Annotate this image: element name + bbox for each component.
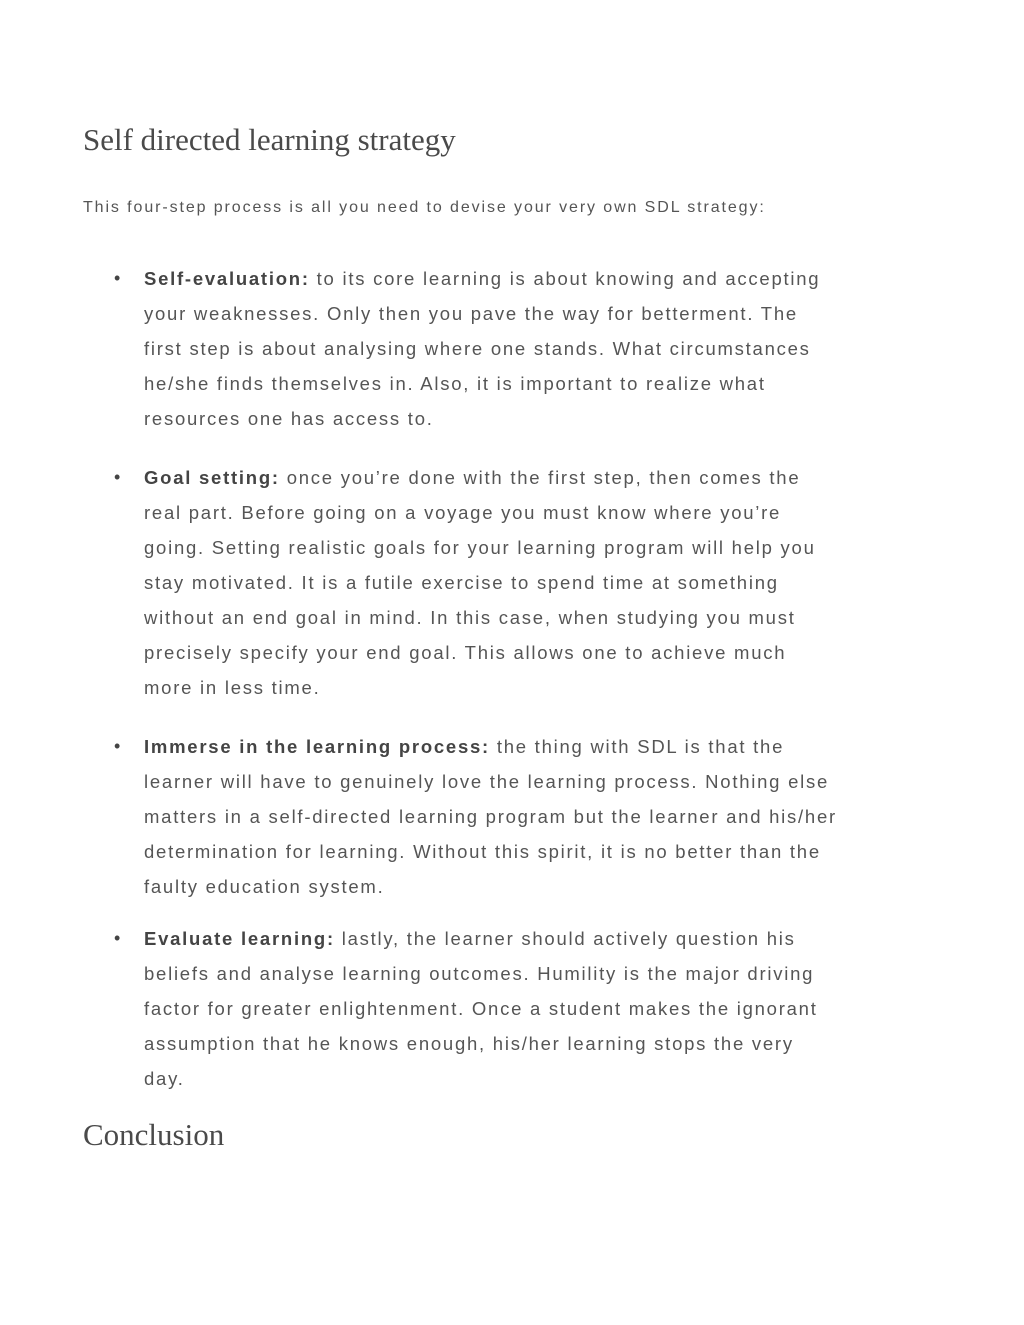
list-item-lead: Immerse in the learning process: [144,736,490,757]
bullet-icon: • [114,928,123,948]
bullet-icon: • [114,268,123,288]
list-item [114,921,914,1096]
list-item-line: faulty education system. [144,876,385,897]
list-item [114,261,914,436]
list-item [114,729,914,904]
list-item-lead: Goal setting: [144,467,280,488]
bullet-icon: • [114,467,123,487]
list-item-line [144,460,914,495]
list-item-line: first step is about analysing where one stands. What circumstances [144,338,811,359]
section-title: Self directed learning strategy [83,122,456,157]
list-item-line: resources one has access to. [144,408,434,429]
bullet-icon: • [114,736,123,756]
list-item-line [144,921,914,956]
list-item-lead: Self-evaluation: [144,268,310,289]
list-item-line: without an end goal in mind. In this case, when studying you must [144,607,796,628]
list-item-line: learner will have to genuinely love the learning process. Nothing else [144,771,830,792]
list-item-line: going. Setting realistic goals for your learning program will help you [144,537,816,558]
list-item-line: factor for greater enlightenment. Once a student makes the ignorant [144,998,818,1019]
list-item-line: your weaknesses. Only then you pave the way for betterment. The [144,303,798,324]
list-item-line: he/she finds themselves in. Also, it is important to realize what [144,373,766,394]
list-item-line: day. [144,1068,185,1089]
list-item-line: precisely specify your end goal. This allows one to achieve much [144,642,787,663]
intro-paragraph: This four-step process is all you need to devise your very own SDL strategy: [83,199,766,216]
list-item-line: beliefs and analyse learning outcomes. Humility is the major driving [144,963,815,984]
list-item-line: real part. Before going on a voyage you must know where you’re [144,502,782,523]
list-item-text: lastly, the learner should actively question his [334,928,796,949]
list-item-text: to its core learning is about knowing and accepting [309,268,821,289]
conclusion-heading: Conclusion [83,1117,225,1152]
list-item-line: determination for learning. Without this spirit, it is no better than the [144,841,821,862]
list-item-text: once you’re done with the first step, then comes the [279,467,801,488]
list-item-line [144,729,914,764]
list-item-line: assumption that he knows enough, his/her learning stops the very [144,1033,794,1054]
list-item-lead: Evaluate learning: [144,928,335,949]
list-item [114,460,914,705]
list-item-line: more in less time. [144,677,321,698]
list-item-line [144,261,914,296]
list-item-line: stay motivated. It is a futile exercise to spend time at something [144,572,779,593]
list-item-text: the thing with SDL is that the [489,736,785,757]
list-item-line: matters in a self-directed learning program but the learner and his/her [144,806,837,827]
